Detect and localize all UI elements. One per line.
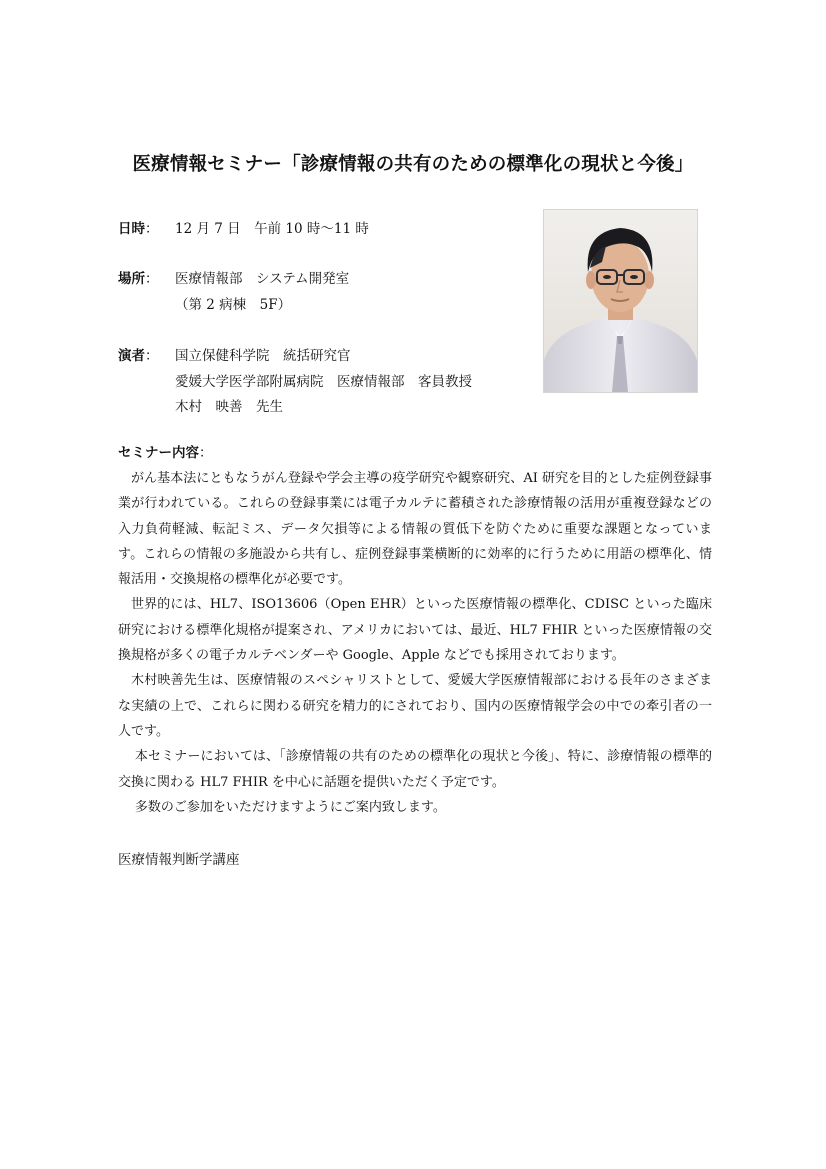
paragraph: 多数のご参加をいただけますようにご案内致します。 bbox=[134, 799, 446, 815]
speaker-line-2: 愛媛大学医学部附属病院 医療情報部 客員教授 bbox=[175, 374, 472, 390]
speaker-name: 木村 映善 先生 bbox=[175, 399, 283, 415]
paragraph: がん基本法にともなうがん登録や学会主導の疫学研究や観察研究、AI 研究を目的とした症例登録事業が行われている。これらの登録事業には電子カルテに蓄積された診療情報の活用が重複登録などの入力負荷軽減、転記ミス、データ欠損等による情報の質低下を防ぐために重要な課題となっています。これらの情報の多施設から共有し、症例登録事業横断的に効率的に行うために用語の標準化、情報活用・交換規格の標準化が必要です。 bbox=[118, 471, 712, 588]
place-line-2: （第 2 病棟 5F） bbox=[175, 297, 292, 313]
datetime-label: 日時： bbox=[118, 221, 159, 237]
speaker-label: 演者： bbox=[118, 348, 159, 364]
datetime-value: 12 月 7 日 午前 10 時～11 時 bbox=[175, 221, 369, 237]
seminar-title: 医療情報セミナー「診療情報の共有のための標準化の現状と今後」 bbox=[132, 154, 694, 175]
place-label: 場所： bbox=[118, 271, 159, 287]
paragraph: 木村映善先生は、医療情報のスペシャリストとして、愛媛大学医療情報部における長年のさまざまな実績の上で、これらに関わる研究を精力的にされており、国内の医療情報学会の中での牽引者の一人です。 bbox=[118, 673, 712, 739]
seminar-description bbox=[118, 466, 712, 820]
paragraph: 本セミナーにおいては、「診療情報の共有のための標準化の現状と今後」、特に、診療情報の標準的交換に関わる HL7 FHIR を中心に話題を提供いただく予定です。 bbox=[118, 749, 712, 790]
speaker-line-1: 国立保健科学院 統括研究官 bbox=[175, 348, 351, 364]
content-heading: セミナー内容： bbox=[118, 445, 213, 461]
organizer: 医療情報判断学講座 bbox=[118, 852, 240, 868]
speaker-photo bbox=[543, 209, 698, 393]
place-line-1: 医療情報部 システム開発室 bbox=[175, 271, 350, 287]
paragraph: 世界的には、HL7、ISO13606（Open EHR）といった医療情報の標準化、CDISC といった臨床研究における標準化規格が提案され、アメリカにおいては、最近、HL7 FHIR といった医療情報の交換規格が多くの電子カルテベンダーや Google、Apple などでも採用されております。 bbox=[118, 597, 712, 664]
